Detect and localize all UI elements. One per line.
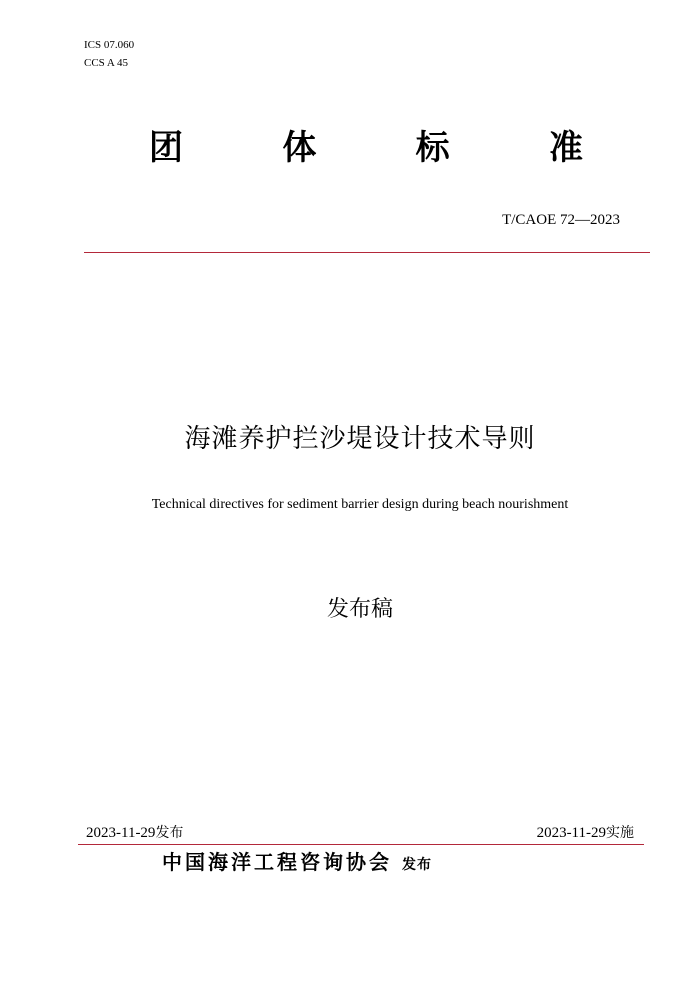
- publisher: [162, 846, 432, 875]
- publisher-name: 中国海洋工程咨询协会: [162, 850, 392, 874]
- ics-code: ICS 07.060: [84, 39, 135, 51]
- doc-type-char: 体: [282, 128, 317, 168]
- implement-date-label: 实施: [606, 825, 634, 841]
- title-english: Technical directives for sediment barrier design during beach nourishment: [151, 497, 569, 512]
- bottom-divider: [78, 844, 644, 845]
- draft-status: 发布稿: [326, 597, 393, 622]
- implement-date-value: 2023-11-29: [536, 825, 606, 841]
- doc-type-char: 准: [548, 128, 583, 168]
- doc-type-char: 标: [415, 128, 450, 168]
- document-type-heading: [118, 124, 614, 172]
- publisher-suffix: 发布: [402, 857, 432, 873]
- top-divider: [84, 252, 650, 253]
- doc-type-char: 团: [149, 128, 183, 168]
- issue-date-label: 发布: [155, 825, 184, 841]
- title-chinese: 海滩养护拦沙堤设计技术导则: [184, 424, 536, 454]
- issue-date: [86, 822, 183, 842]
- classification-codes: [84, 36, 134, 72]
- issue-date-value: 2023-11-29: [86, 825, 156, 841]
- ccs-code: CCS A 45: [84, 57, 129, 69]
- standard-code: T/CAOE 72—2023: [502, 212, 620, 228]
- implement-date: [537, 822, 634, 842]
